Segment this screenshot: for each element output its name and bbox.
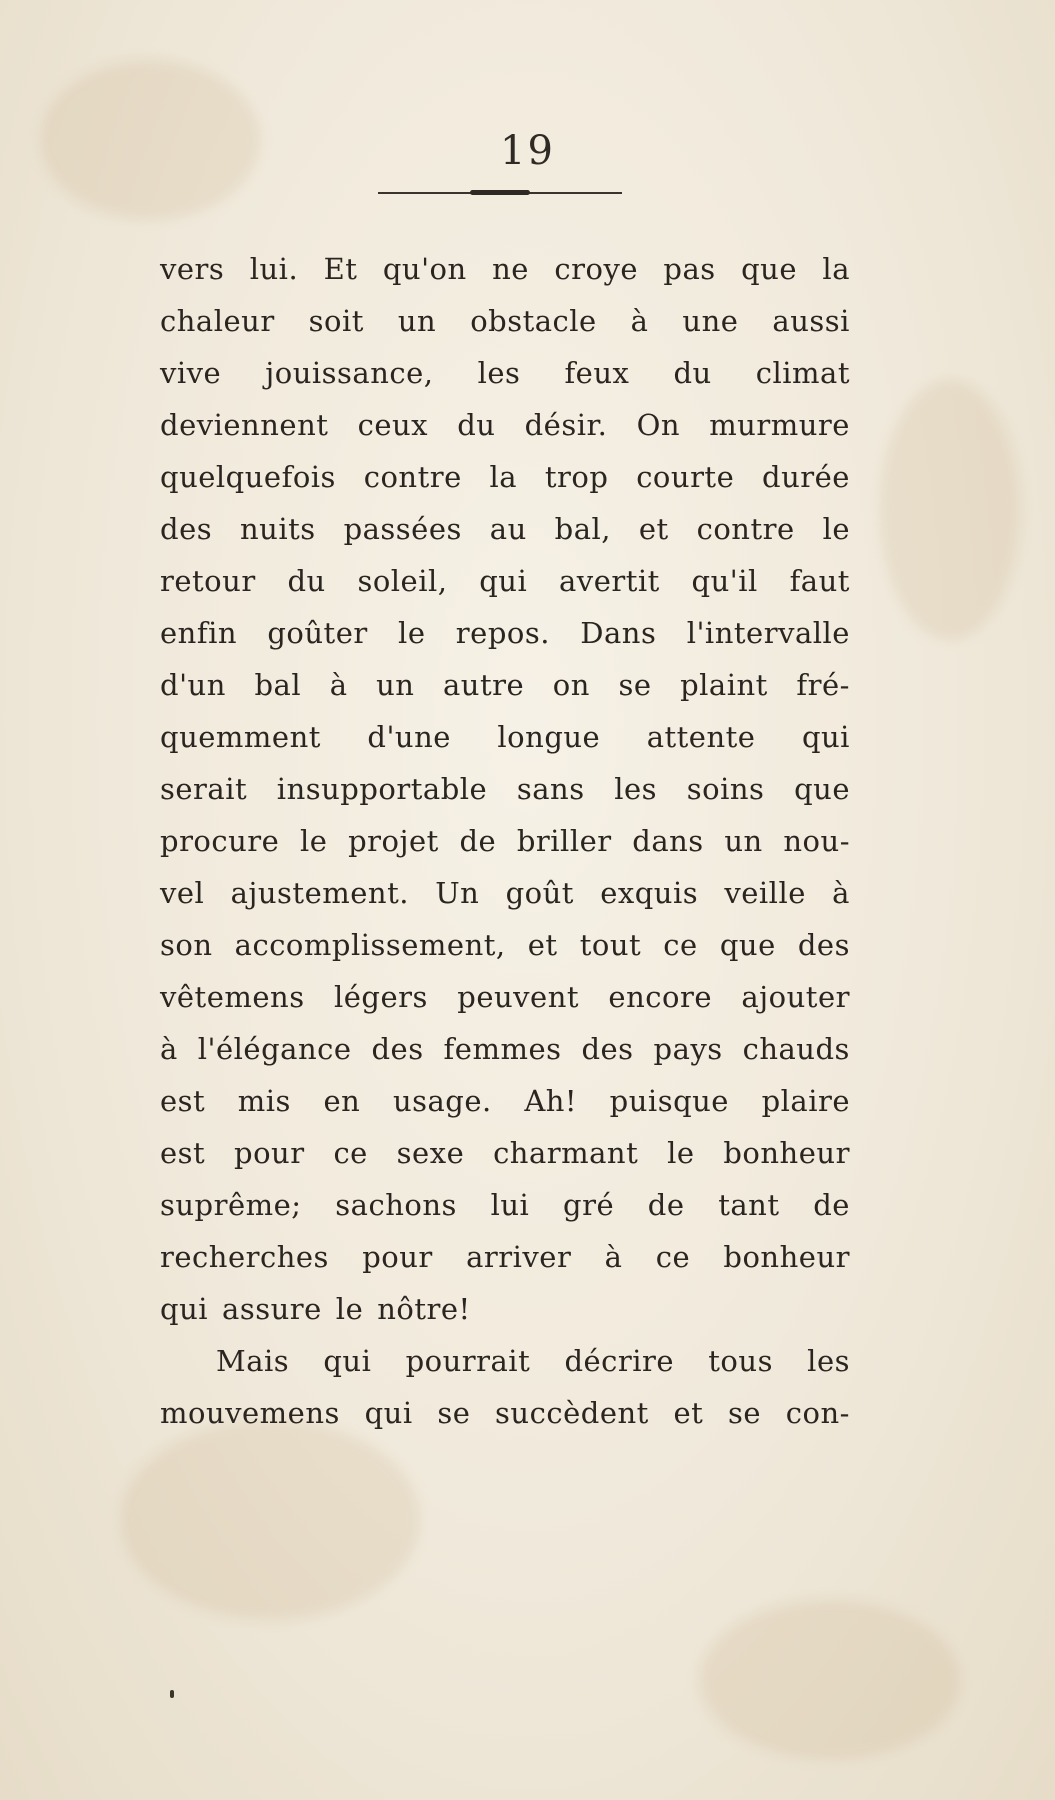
word: veille bbox=[724, 876, 806, 910]
word: lui bbox=[490, 1188, 530, 1222]
word: murmure bbox=[709, 408, 850, 442]
word: du bbox=[287, 564, 326, 598]
word: gré bbox=[563, 1188, 615, 1222]
word: les bbox=[614, 772, 658, 806]
word: la bbox=[489, 460, 518, 494]
word: pourrait bbox=[405, 1344, 531, 1378]
word: un bbox=[724, 824, 763, 858]
word: un bbox=[397, 304, 437, 338]
word: son bbox=[160, 928, 213, 962]
word: qu'on bbox=[382, 252, 467, 286]
word: assure bbox=[222, 1292, 322, 1326]
word: est bbox=[160, 1084, 206, 1118]
word: vive bbox=[160, 356, 222, 390]
word: goûter bbox=[267, 616, 368, 650]
word: climat bbox=[755, 356, 850, 390]
word: des bbox=[797, 928, 850, 962]
word: le bbox=[398, 616, 426, 650]
word: du bbox=[673, 356, 712, 390]
word: Et bbox=[323, 252, 358, 286]
text-line bbox=[160, 763, 850, 815]
word: goût bbox=[505, 876, 574, 910]
word: insupportable bbox=[276, 772, 488, 806]
text-line bbox=[160, 1283, 850, 1335]
word: du bbox=[457, 408, 496, 442]
text-line bbox=[160, 607, 850, 659]
word: accomplissement, bbox=[234, 928, 506, 962]
word: bonheur bbox=[723, 1136, 850, 1170]
word: se bbox=[618, 668, 652, 702]
word: chaleur bbox=[160, 304, 275, 338]
word: le bbox=[667, 1136, 695, 1170]
word: et bbox=[638, 512, 669, 546]
word: soleil, bbox=[357, 564, 448, 598]
word: des bbox=[371, 1032, 424, 1066]
word: à bbox=[329, 668, 348, 702]
word: con- bbox=[785, 1396, 850, 1430]
word: légers bbox=[333, 980, 428, 1014]
word: longue bbox=[497, 720, 601, 754]
page-number: 19 bbox=[500, 128, 555, 174]
word: ajouter bbox=[741, 980, 850, 1014]
word: durée bbox=[762, 460, 850, 494]
text-line bbox=[160, 971, 850, 1023]
word: bal, bbox=[554, 512, 611, 546]
word: ce bbox=[663, 928, 698, 962]
word: charmant bbox=[493, 1136, 639, 1170]
word: Dans bbox=[580, 616, 657, 650]
word: l'élégance bbox=[197, 1032, 352, 1066]
word: plaire bbox=[761, 1084, 850, 1118]
word: qui bbox=[801, 720, 850, 754]
word: soins bbox=[686, 772, 765, 806]
text-line bbox=[160, 347, 850, 399]
word: quemment bbox=[160, 720, 321, 754]
word: se bbox=[728, 1396, 762, 1430]
word: Mais bbox=[216, 1344, 290, 1378]
word: jouissance, bbox=[265, 356, 434, 390]
word: vers bbox=[160, 252, 225, 286]
word: en bbox=[323, 1084, 361, 1118]
word: se bbox=[437, 1396, 471, 1430]
word: d'un bbox=[160, 668, 226, 702]
text-line bbox=[160, 399, 850, 451]
word: nuits bbox=[240, 512, 316, 546]
text-line bbox=[160, 1023, 850, 1075]
word: à bbox=[604, 1240, 623, 1274]
text-line bbox=[160, 1387, 850, 1439]
paper-stain bbox=[700, 1600, 960, 1760]
word: pas bbox=[663, 252, 716, 286]
text-line bbox=[160, 1179, 850, 1231]
word: décrire bbox=[564, 1344, 675, 1378]
word: tous bbox=[708, 1344, 773, 1378]
word: qui bbox=[479, 564, 528, 598]
word: serait bbox=[160, 772, 248, 806]
word: à bbox=[832, 876, 850, 910]
word: ajustement. bbox=[230, 876, 409, 910]
word: désir. bbox=[524, 408, 608, 442]
word: et bbox=[673, 1396, 704, 1430]
text-line bbox=[160, 243, 850, 295]
word: à bbox=[160, 1032, 178, 1066]
word: on bbox=[552, 668, 590, 702]
word: suprême; bbox=[160, 1188, 302, 1222]
word: le bbox=[335, 1292, 364, 1326]
word: le bbox=[822, 512, 850, 546]
text-line bbox=[160, 867, 850, 919]
word: femmes bbox=[443, 1032, 562, 1066]
word: aussi bbox=[772, 304, 850, 338]
text-line bbox=[160, 1335, 850, 1387]
word: Ah! bbox=[524, 1084, 578, 1118]
text-line bbox=[160, 815, 850, 867]
word: pays bbox=[653, 1032, 723, 1066]
word: projet bbox=[348, 824, 439, 858]
word: de bbox=[647, 1188, 685, 1222]
header-rule-ornament bbox=[470, 190, 530, 195]
word: enfin bbox=[160, 616, 238, 650]
text-line bbox=[160, 503, 850, 555]
word: plaint bbox=[680, 668, 768, 702]
text-line bbox=[160, 555, 850, 607]
text-line bbox=[160, 711, 850, 763]
word: ce bbox=[333, 1136, 368, 1170]
text-line bbox=[160, 919, 850, 971]
word: l'intervalle bbox=[686, 616, 850, 650]
word: chauds bbox=[742, 1032, 850, 1066]
word: de bbox=[813, 1188, 850, 1222]
word: à bbox=[630, 304, 649, 338]
word: sans bbox=[516, 772, 585, 806]
word: vêtemens bbox=[160, 980, 305, 1014]
word: nou- bbox=[783, 824, 850, 858]
word: dans bbox=[632, 824, 704, 858]
word: croye bbox=[554, 252, 638, 286]
word: mouvemens bbox=[160, 1396, 340, 1430]
word: un bbox=[376, 668, 415, 702]
word: repos. bbox=[455, 616, 550, 650]
text-line bbox=[160, 659, 850, 711]
word: pour bbox=[362, 1240, 433, 1274]
word: usage. bbox=[392, 1084, 492, 1118]
word: bonheur bbox=[723, 1240, 850, 1274]
word: les bbox=[477, 356, 521, 390]
word: feux bbox=[564, 356, 630, 390]
word: deviennent bbox=[160, 408, 329, 442]
word: des bbox=[581, 1032, 634, 1066]
word: On bbox=[636, 408, 681, 442]
word: succèdent bbox=[495, 1396, 649, 1430]
word: puisque bbox=[609, 1084, 729, 1118]
word: et bbox=[527, 928, 558, 962]
word: retour bbox=[160, 564, 256, 598]
text-line bbox=[160, 451, 850, 503]
paper-stain bbox=[880, 380, 1020, 640]
paper-stain bbox=[120, 1420, 420, 1620]
word: des bbox=[160, 512, 213, 546]
word: sexe bbox=[396, 1136, 465, 1170]
word: la bbox=[822, 252, 850, 286]
word: tout bbox=[579, 928, 642, 962]
word: les bbox=[807, 1344, 850, 1378]
word: mis bbox=[237, 1084, 291, 1118]
word: vel bbox=[160, 876, 205, 910]
word: ceux bbox=[357, 408, 429, 442]
word: avertit bbox=[559, 564, 660, 598]
body-text bbox=[160, 243, 850, 1439]
word: autre bbox=[443, 668, 525, 702]
text-line bbox=[160, 1075, 850, 1127]
word: courte bbox=[636, 460, 735, 494]
word: de bbox=[459, 824, 497, 858]
word: tant bbox=[718, 1188, 780, 1222]
word: nôtre! bbox=[377, 1292, 471, 1326]
ink-speck bbox=[170, 1690, 174, 1698]
word: obstacle bbox=[470, 304, 597, 338]
text-line bbox=[160, 1231, 850, 1283]
word: ce bbox=[655, 1240, 691, 1274]
word: contre bbox=[363, 460, 462, 494]
word: au bbox=[489, 512, 527, 546]
word: qu'il bbox=[691, 564, 758, 598]
word: que bbox=[719, 928, 776, 962]
word: le bbox=[300, 824, 328, 858]
word: que bbox=[741, 252, 797, 286]
text-line bbox=[160, 1127, 850, 1179]
word: arriver bbox=[466, 1240, 572, 1274]
word: exquis bbox=[600, 876, 699, 910]
word: faut bbox=[789, 564, 850, 598]
word: contre bbox=[696, 512, 795, 546]
text-line bbox=[160, 295, 850, 347]
word: briller bbox=[516, 824, 612, 858]
word: recherches bbox=[160, 1240, 329, 1274]
word: fré- bbox=[796, 668, 850, 702]
word: attente bbox=[646, 720, 756, 754]
word: lui. bbox=[249, 252, 299, 286]
word: procure bbox=[160, 824, 280, 858]
word: quelquefois bbox=[160, 460, 336, 494]
word: pour bbox=[234, 1136, 305, 1170]
word: ne bbox=[492, 252, 529, 286]
word: est bbox=[160, 1136, 206, 1170]
word: sachons bbox=[335, 1188, 457, 1222]
word: d'une bbox=[367, 720, 451, 754]
word: que bbox=[794, 772, 850, 806]
word: peuvent bbox=[457, 980, 580, 1014]
word: qui bbox=[160, 1292, 209, 1326]
word: qui bbox=[364, 1396, 413, 1430]
word: qui bbox=[323, 1344, 372, 1378]
word: une bbox=[682, 304, 739, 338]
word: encore bbox=[608, 980, 712, 1014]
word: soit bbox=[308, 304, 364, 338]
word: Un bbox=[435, 876, 480, 910]
word: bal bbox=[254, 668, 302, 702]
word: trop bbox=[544, 460, 609, 494]
word: passées bbox=[343, 512, 462, 546]
